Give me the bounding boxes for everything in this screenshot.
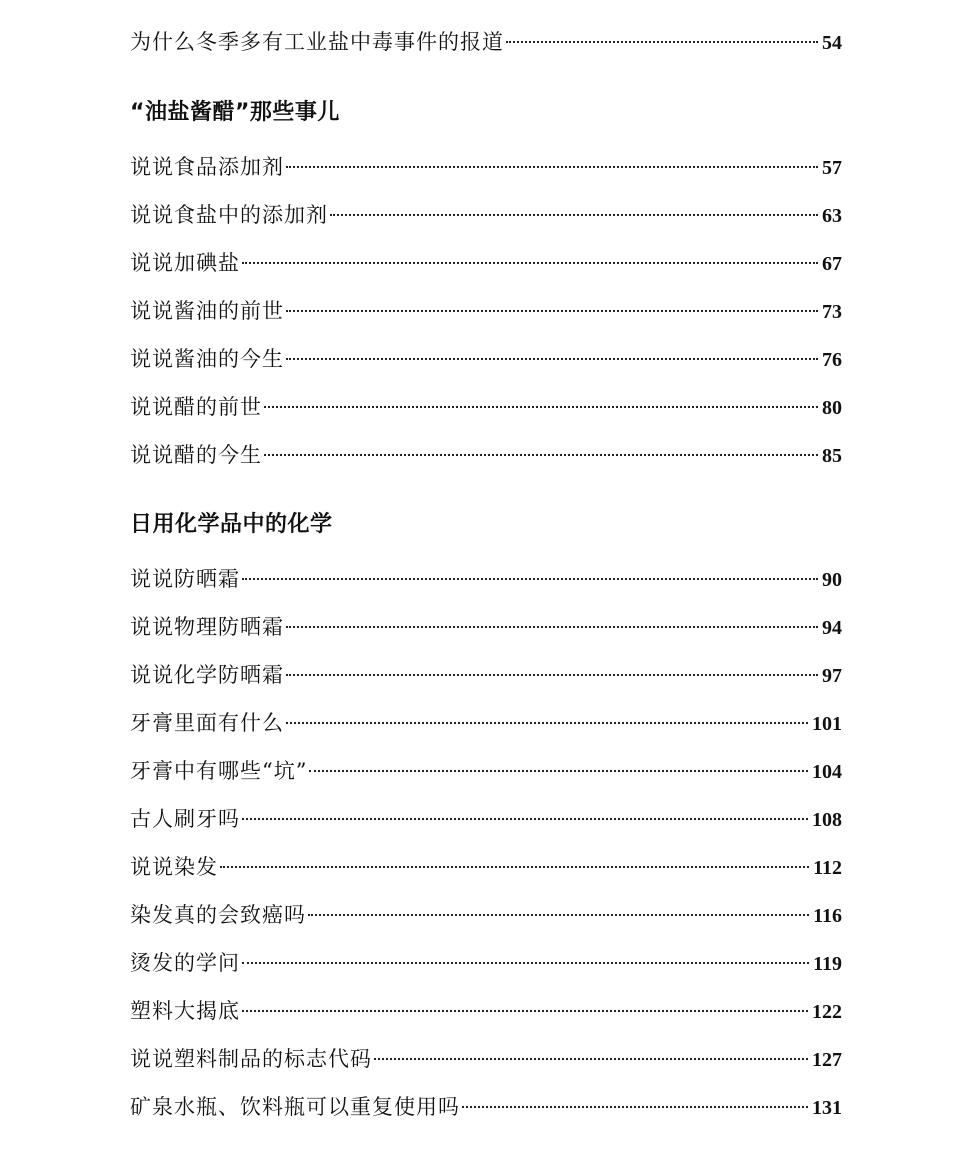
toc-entry [130,1035,842,1083]
toc-entry-page: 57 [822,157,842,179]
toc-entry [130,987,842,1035]
toc-entry-page: 63 [822,205,842,227]
toc-entry-title: 为什么冬季多有工业盐中毒事件的报道 [130,30,504,54]
toc-entry [130,431,842,479]
dot-leader [286,722,808,724]
toc-entry-title: 说说酱油的前世 [130,299,284,323]
toc-entry [130,191,842,239]
toc-entry-page: 116 [813,905,842,927]
dot-leader [286,674,818,676]
toc-entry-page: 54 [822,32,842,54]
dot-leader [286,310,818,312]
section-heading: “油盐酱醋”那些事儿 [130,100,340,125]
toc-entry-page: 80 [822,397,842,419]
toc-entry [130,287,842,335]
toc-entry [130,143,842,191]
toc-entry [130,795,842,843]
toc-entry [130,239,842,287]
toc-entry-title: 说说染发 [130,855,218,879]
dot-leader [286,358,818,360]
toc-entry [130,383,842,431]
toc-entry-title: 说说酱油的今生 [130,347,284,371]
toc-entry-title: 说说食盐中的添加剂 [130,203,328,227]
toc-entry [130,891,842,939]
dot-leader [462,1106,808,1108]
toc-entry-title: 古人刷牙吗 [130,807,240,831]
toc-entry-page: 101 [812,713,842,735]
table-of-contents [130,0,842,1131]
toc-entry-title: 说说醋的今生 [130,443,262,467]
toc-entry-page: 97 [822,665,842,687]
dot-leader [264,454,818,456]
dot-leader [286,626,818,628]
toc-entry-title: 说说物理防晒霜 [130,615,284,639]
dot-leader [309,770,808,772]
section-heading: 日用化学品中的化学 [130,512,333,537]
toc-entry-page: 85 [822,445,842,467]
dot-leader [220,866,809,868]
toc-entry-title: 矿泉水瓶、饮料瓶可以重复使用吗 [130,1095,460,1119]
toc-entry [130,1083,842,1131]
toc-entry [130,335,842,383]
toc-entry-page: 76 [822,349,842,371]
toc-entry-title: 说说化学防晒霜 [130,663,284,687]
dot-leader [242,578,818,580]
toc-entry-page: 131 [812,1097,842,1119]
toc-entry-title: 牙膏中有哪些“坑” [130,759,308,783]
toc-entry [130,555,842,603]
toc-entry [130,651,842,699]
toc-entry-title: 说说塑料制品的标志代码 [130,1047,372,1071]
toc-entry-page: 119 [813,953,842,975]
toc-entry-title: 说说加碘盐 [130,251,240,275]
toc-entry-title: 烫发的学问 [130,951,240,975]
toc-entry-title: 塑料大揭底 [130,999,240,1023]
toc-entry [130,939,842,987]
toc-entry-page: 127 [812,1049,842,1071]
dot-leader [506,41,818,43]
toc-entry-title: 说说食品添加剂 [130,155,284,179]
toc-entry [130,699,842,747]
toc-entry [130,843,842,891]
toc-entry-page: 104 [812,761,842,783]
dot-leader [374,1058,808,1060]
toc-entry-page: 73 [822,301,842,323]
toc-entry-page: 108 [812,809,842,831]
dot-leader [286,166,818,168]
dot-leader [264,406,818,408]
dot-leader [242,262,818,264]
toc-entry-page: 94 [822,617,842,639]
toc-entry-title: 牙膏里面有什么 [130,711,284,735]
toc-entry-title: 说说防晒霜 [130,567,240,591]
dot-leader [308,914,809,916]
toc-entry-page: 67 [822,253,842,275]
dot-leader [242,1010,808,1012]
dot-leader [242,818,808,820]
toc-entry-page: 122 [812,1001,842,1023]
toc-entry-title: 说说醋的前世 [130,395,262,419]
toc-entry [130,603,842,651]
dot-leader [242,962,809,964]
toc-entry-page: 112 [813,857,842,879]
toc-entry-page: 90 [822,569,842,591]
toc-entry-title: 染发真的会致癌吗 [130,903,306,927]
toc-entry [130,747,842,795]
dot-leader [330,214,818,216]
toc-entry [130,18,842,66]
